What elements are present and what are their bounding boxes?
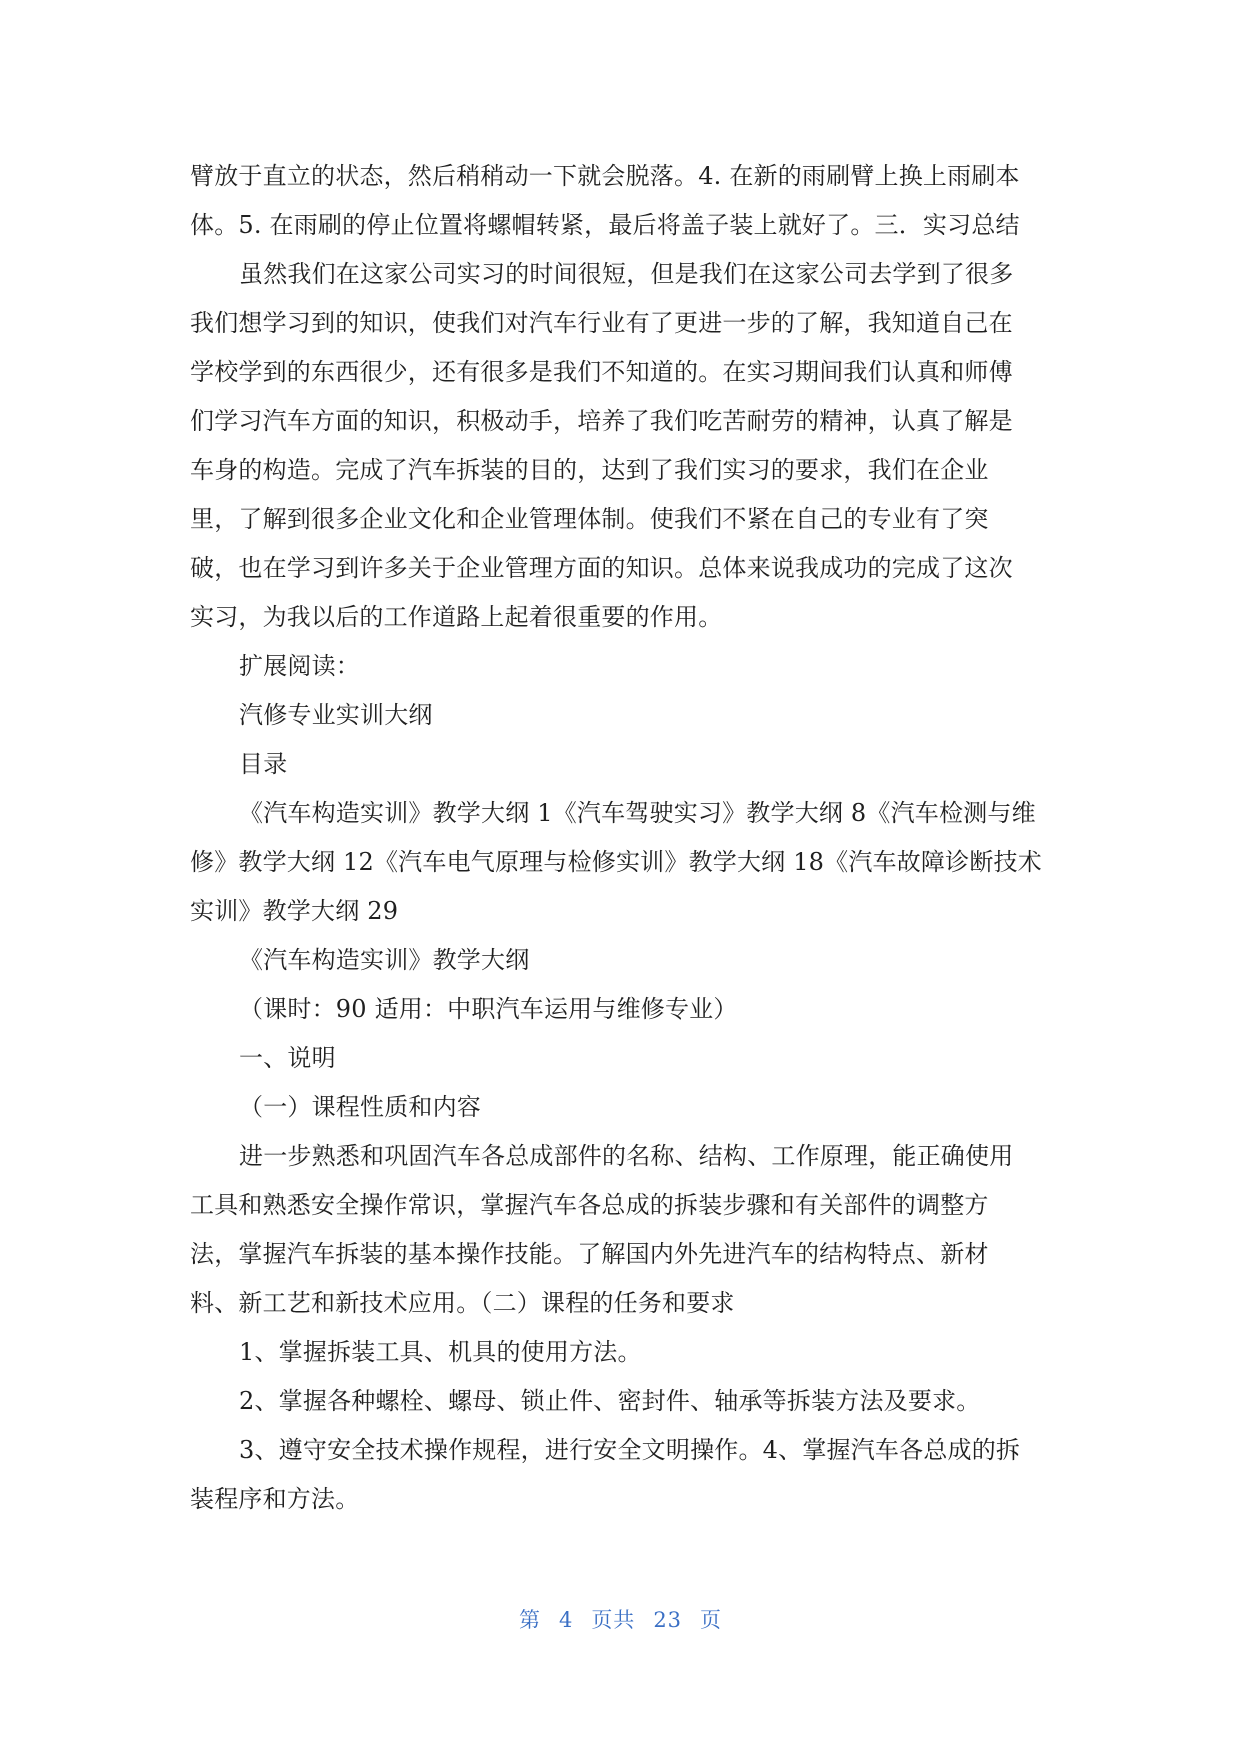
footer-total-pages: 23 [653, 1608, 683, 1632]
footer-middle: 页共 [591, 1608, 636, 1632]
text-line: 进一步熟悉和巩固汽车各总成部件的名称、结构、工作原理，能正确使用 [239, 1142, 1014, 1170]
text-line: 一、说明 [239, 1044, 336, 1072]
text-line: 《汽车构造实训》教学大纲 1《汽车驾驶实习》教学大纲 8《汽车检测与维 [239, 799, 1036, 827]
text-line: 臂放于直立的状态，然后稍稍动一下就会脱落。4. 在新的雨刷臂上换上雨刷本 [190, 162, 1020, 190]
text-line: 车身的构造。完成了汽车拆装的目的，达到了我们实习的要求，我们在企业 [190, 456, 989, 484]
text-line: 1、掌握拆装工具、机具的使用方法。 [239, 1338, 642, 1366]
text-line: 目录 [239, 750, 288, 778]
text-line: 3、遵守安全技术操作规程，进行安全文明操作。4、掌握汽车各总成的拆 [239, 1436, 1021, 1464]
document-body [190, 152, 1052, 1524]
text-line: 修》教学大纲 12《汽车电气原理与检修实训》教学大纲 18《汽车故障诊断技术 [190, 848, 1042, 876]
text-line: 我们想学习到的知识，使我们对汽车行业有了更进一步的了解，我知道自己在 [190, 309, 1013, 337]
text-line: 料、新工艺和新技术应用。（二）课程的任务和要求 [190, 1289, 735, 1317]
text-line: （一）课程性质和内容 [239, 1093, 481, 1121]
text-line: 法，掌握汽车拆装的基本操作技能。了解国内外先进汽车的结构特点、新材 [190, 1240, 989, 1268]
page-footer [0, 1604, 1241, 1634]
text-line: 实习，为我以后的工作道路上起着很重要的作用。 [190, 603, 723, 631]
footer-prefix: 第 [518, 1608, 541, 1632]
text-line: 汽修专业实训大纲 [239, 701, 433, 729]
text-line: 工具和熟悉安全操作常识，掌握汽车各总成的拆装步骤和有关部件的调整方 [190, 1191, 989, 1219]
text-line: 装程序和方法。 [190, 1485, 360, 1513]
footer-suffix: 页 [700, 1608, 723, 1632]
text-line: 体。5. 在雨刷的停止位置将螺帽转紧，最后将盖子装上就好了。三．实习总结 [190, 211, 1020, 239]
text-line: 扩展阅读： [239, 652, 360, 680]
footer-current-page: 4 [558, 1608, 574, 1632]
text-line: 们学习汽车方面的知识，积极动手，培养了我们吃苦耐劳的精神，认真了解是 [190, 407, 1013, 435]
text-line: 实训》教学大纲 29 [190, 897, 399, 925]
text-line: 学校学到的东西很少，还有很多是我们不知道的。在实习期间我们认真和师傅 [190, 358, 1013, 386]
text-line: （课时：90 适用：中职汽车运用与维修专业） [239, 995, 738, 1023]
text-line: 破，也在学习到许多关于企业管理方面的知识。总体来说我成功的完成了这次 [190, 554, 1013, 582]
text-line: 《汽车构造实训》教学大纲 [239, 946, 530, 974]
text-line: 里，了解到很多企业文化和企业管理体制。使我们不紧在自己的专业有了突 [190, 505, 989, 533]
text-line: 虽然我们在这家公司实习的时间很短，但是我们在这家公司去学到了很多 [239, 260, 1014, 288]
text-line: 2、掌握各种螺栓、螺母、锁止件、密封件、轴承等拆装方法及要求。 [239, 1387, 981, 1415]
